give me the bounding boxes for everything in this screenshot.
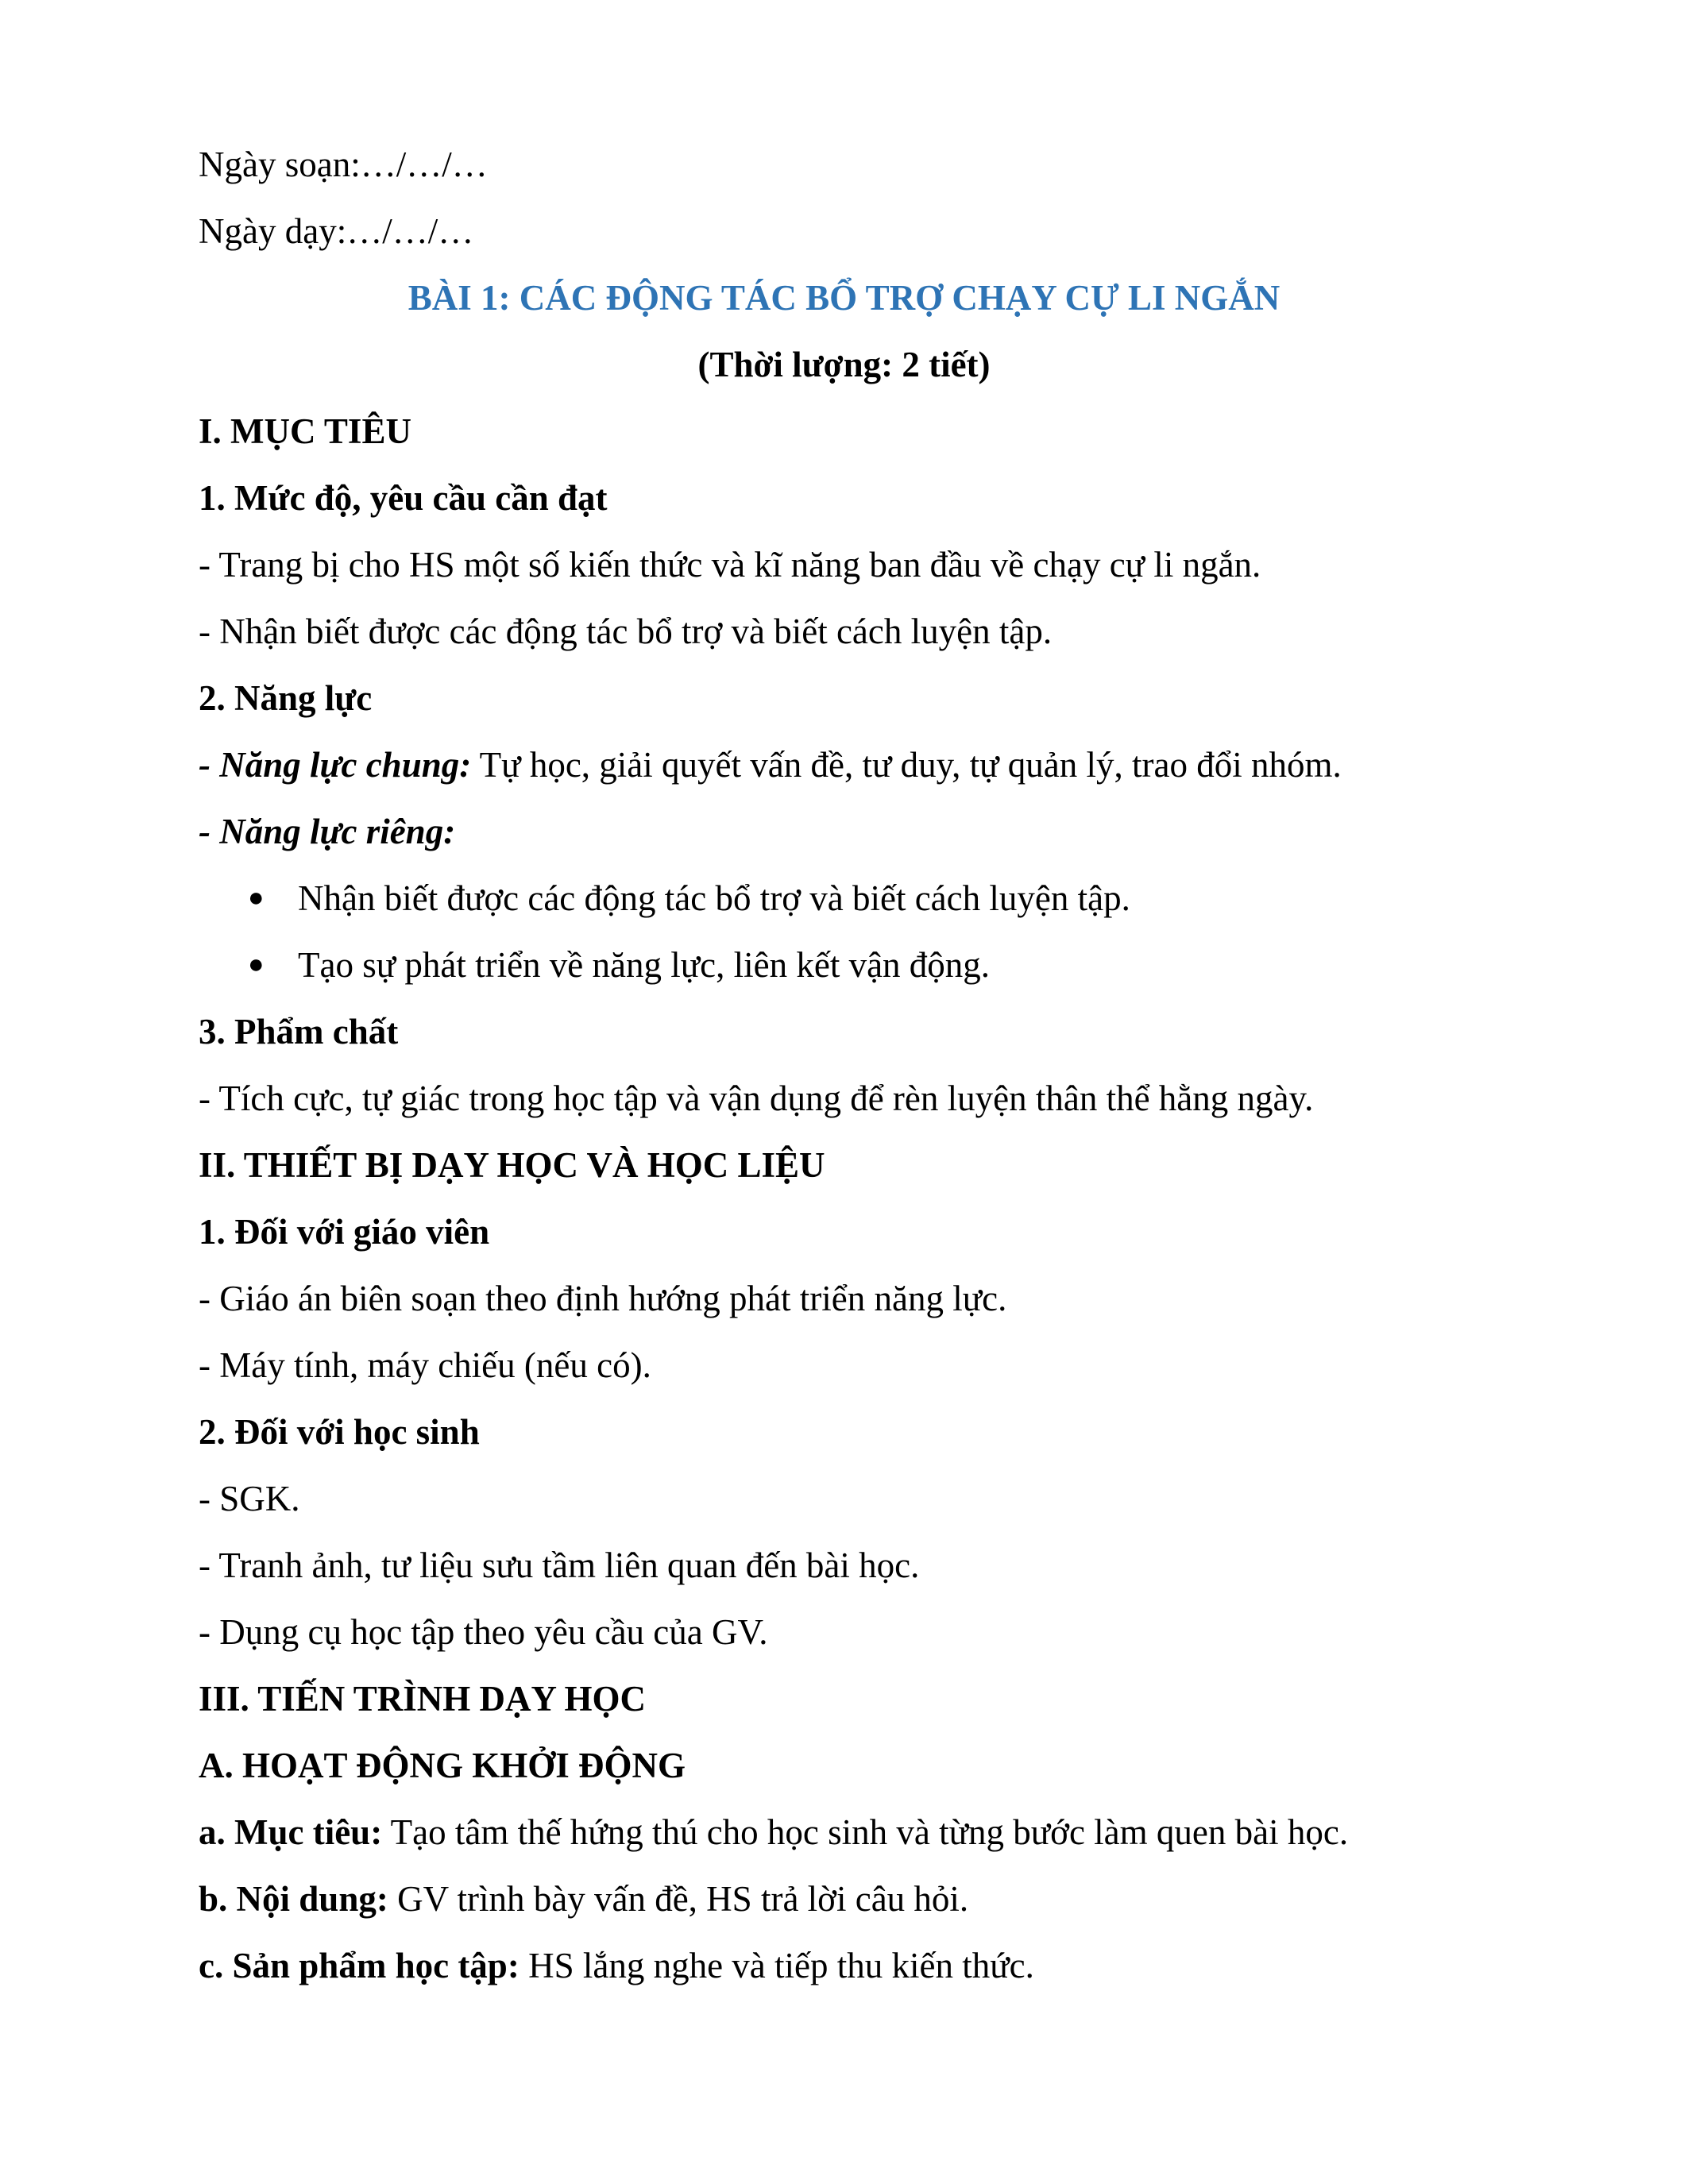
section-2-2-item: - Dụng cụ học tập theo yêu cầu của GV.	[199, 1612, 768, 1652]
general-competence	[199, 731, 1489, 798]
activity-a-heading: A. HOẠT ĐỘNG KHỞI ĐỘNG	[199, 1746, 686, 1785]
activity-a-goal	[199, 1799, 1489, 1866]
section-2-2-item: - Tranh ảnh, tư liệu sưu tầm liên quan đến bài học.	[199, 1545, 920, 1585]
activity-a-product-label: c. Sản phẩm học tập:	[199, 1946, 520, 1985]
section-1-1-item: - Trang bị cho HS một số kiến thức và kĩ năng ban đầu về chạy cự li ngắn.	[199, 545, 1261, 585]
section-2-1-item: - Máy tính, máy chiếu (nếu có).	[199, 1345, 651, 1385]
section-1-1-heading: 1. Mức độ, yêu cầu cần đạt	[199, 478, 608, 518]
section-2-2-heading: 2. Đối với học sinh	[199, 1412, 480, 1452]
activity-a-content	[199, 1866, 1489, 1932]
section-1-heading: I. MỤC TIÊU	[199, 411, 411, 451]
activity-a-goal-text: Tạo tâm thế hứng thú cho học sinh và từng bước làm quen bài học.	[382, 1812, 1349, 1852]
document-page	[199, 131, 1489, 1999]
bullet-text: Tạo sự phát triển về năng lực, liên kết vận động.	[298, 945, 991, 985]
activity-a-product-text: HS lắng nghe và tiếp thu kiến thức.	[519, 1946, 1034, 1985]
section-2-1-item: - Giáo án biên soạn theo định hướng phát triển năng lực.	[199, 1279, 1007, 1318]
section-2-1-heading: 1. Đối với giáo viên	[199, 1212, 490, 1252]
bullet-item	[199, 865, 1489, 932]
section-3-heading: III. TIẾN TRÌNH DẠY HỌC	[199, 1679, 647, 1719]
lesson-duration: (Thời lượng: 2 tiết)	[697, 345, 991, 384]
activity-a-goal-label: a. Mục tiêu:	[199, 1812, 383, 1852]
section-2-heading: II. THIẾT BỊ DẠY HỌC VÀ HỌC LIỆU	[199, 1145, 825, 1185]
prep-date: Ngày soạn:…/…/…	[199, 145, 488, 184]
general-competence-text: Tự học, giải quyết vấn đề, tư duy, tự quản lý, trao đổi nhóm.	[471, 745, 1342, 785]
bullet-text: Nhận biết được các động tác bổ trợ và biết cách luyện tập.	[298, 878, 1130, 918]
specific-competence-label: - Năng lực riêng:	[199, 812, 456, 851]
lesson-title: BÀI 1: CÁC ĐỘNG TÁC BỔ TRỢ CHẠY CỰ LI NGẮN	[408, 278, 1280, 318]
bullet-icon: ●	[248, 883, 265, 913]
activity-a-content-text: GV trình bày vấn đề, HS trả lời câu hỏi.	[388, 1879, 969, 1919]
section-2-2-item: - SGK.	[199, 1479, 300, 1518]
activity-a-content-label: b. Nội dung:	[199, 1879, 388, 1919]
activity-a-product	[199, 1932, 1489, 1999]
general-competence-label: - Năng lực chung:	[199, 745, 472, 785]
bullet-icon: ●	[248, 950, 265, 979]
teach-date: Ngày dạy:…/…/…	[199, 211, 474, 251]
section-1-3-item: - Tích cực, tự giác trong học tập và vận dụng để rèn luyện thân thể hằng ngày.	[199, 1078, 1314, 1118]
section-1-3-heading: 3. Phẩm chất	[199, 1012, 399, 1051]
section-1-1-item: - Nhận biết được các động tác bổ trợ và biết cách luyện tập.	[199, 612, 1053, 651]
section-1-2-heading: 2. Năng lực	[199, 678, 373, 718]
bullet-item	[199, 932, 1489, 998]
